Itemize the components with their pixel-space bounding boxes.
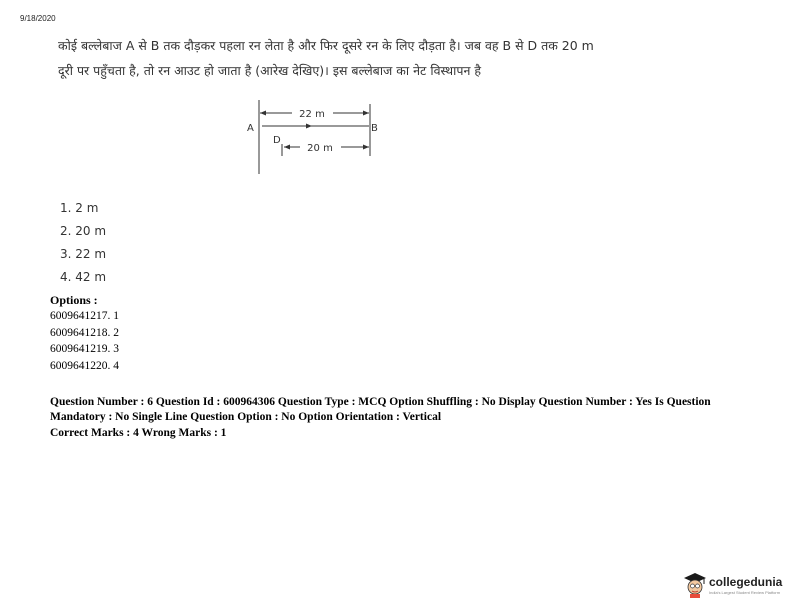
- point-a-label: A: [247, 123, 254, 134]
- choice-1: 1. 2 m: [60, 201, 99, 215]
- question-meta-line-2: Mandatory : No Single Line Question Option : No Option Orientation : Vertical: [50, 411, 442, 423]
- marks-info: Correct Marks : 4 Wrong Marks : 1: [50, 427, 227, 439]
- question-text-line-1: कोई बल्लेबाज A से B तक दौड़कर पहला रन लेता है और फिर दूसरे रन के लिए दौड़ता है। जब वह B से D तक 20 m: [58, 38, 594, 53]
- point-d-label: D: [273, 135, 281, 146]
- collegedunia-logo: [683, 572, 783, 600]
- top-distance-label: 22 m: [299, 109, 325, 120]
- logo-tagline: India's Largest Student Review Platform: [709, 590, 781, 595]
- options-heading: Options :: [50, 293, 98, 307]
- displacement-diagram: [240, 98, 390, 176]
- option-id-1: 6009641217. 1: [50, 310, 119, 322]
- choice-4: 4. 42 m: [60, 270, 107, 284]
- option-id-3: 6009641219. 3: [50, 343, 119, 355]
- graduate-mascot-icon: [683, 572, 707, 598]
- bottom-distance-label: 20 m: [307, 143, 333, 154]
- print-date: 9/18/2020: [20, 14, 56, 23]
- option-id-4: 6009641220. 4: [50, 360, 119, 372]
- option-id-2: 6009641218. 2: [50, 327, 119, 339]
- question-meta-line-1: Question Number : 6 Question Id : 600964306 Question Type : MCQ Option Shuffling : No Display Question Number : Yes Is Question: [50, 396, 711, 408]
- choice-3: 3. 22 m: [60, 247, 107, 261]
- point-b-label: B: [371, 123, 378, 134]
- question-text-line-2: दूरी पर पहुँचता है, तो रन आउट हो जाता है (आरेख देखिए)। इस बल्लेबाज का नेट विस्थापन है: [58, 63, 482, 78]
- choice-2: 2. 20 m: [60, 224, 107, 238]
- logo-wordmark: collegedunia: [709, 575, 783, 589]
